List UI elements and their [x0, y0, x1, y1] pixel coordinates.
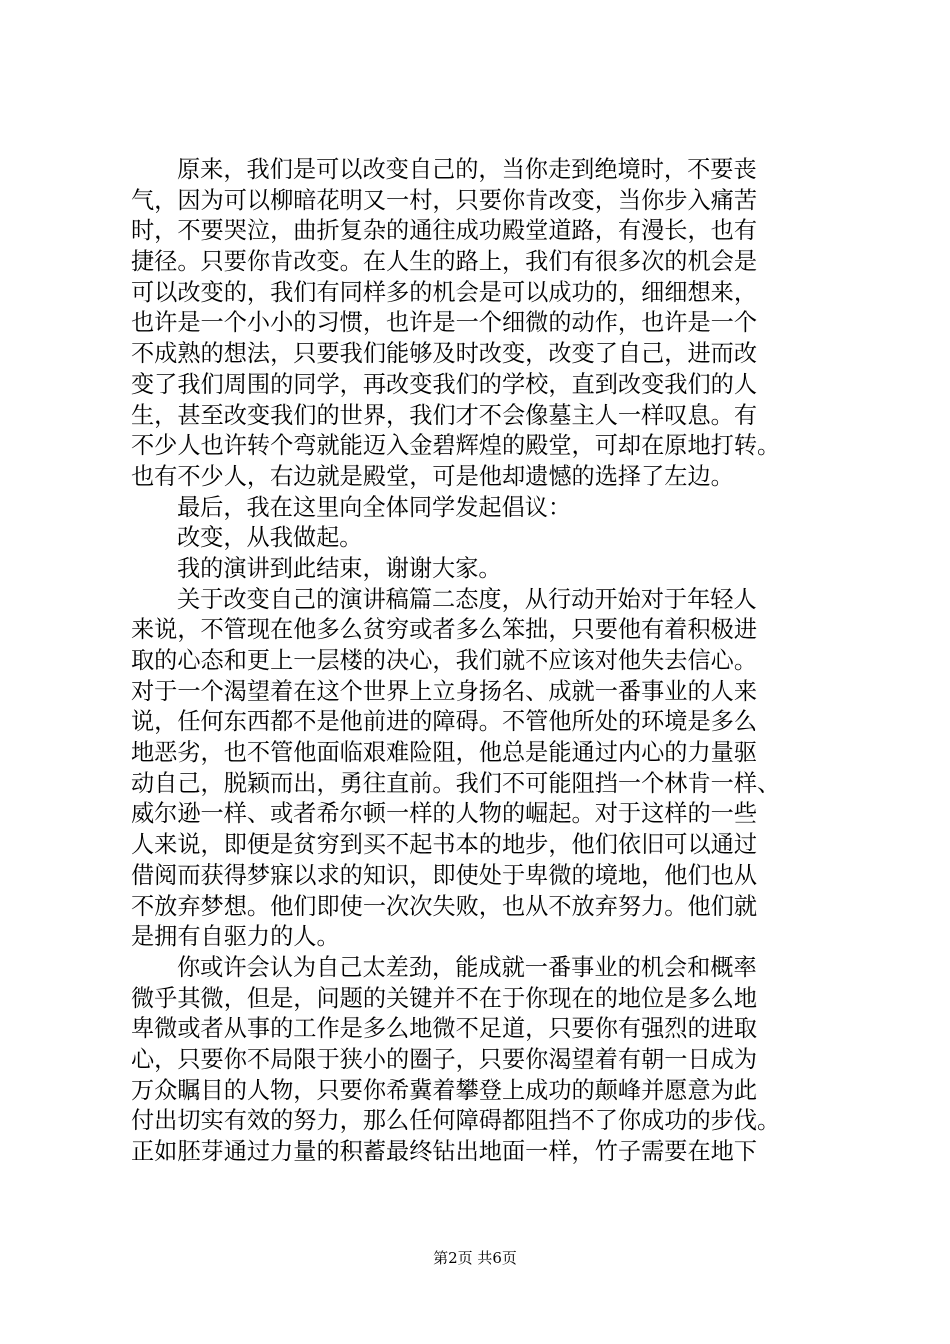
text-line: 你或许会认为自己太差劲，能成就一番事业的机会和概率 — [177, 953, 757, 981]
page-number-footer: 第2页 共6页 — [433, 1249, 517, 1267]
text-line: 微乎其微，但是，问题的关键并不在于你现在的地位是多么地 — [131, 984, 758, 1012]
text-line: 也有不少人，右边就是殿堂，可是他却遗憾的选择了左边。 — [131, 462, 734, 490]
text-line: 原来，我们是可以改变自己的，当你走到绝境时，不要丧 — [177, 156, 757, 183]
text-line: 最后，我在这里向全体同学发起倡议： — [177, 493, 572, 521]
text-line: 来说，不管现在他多么贫穷或者多么笨拙，只要他有着积极进 — [131, 616, 758, 644]
text-line: 心，只要你不局限于狭小的圈子，只要你渴望着有朝一日成为 — [131, 1045, 758, 1073]
text-line: 取的心态和更上一层楼的决心，我们就不应该对他失去信心。 — [131, 647, 758, 674]
text-line: 不成熟的想法，只要我们能够及时改变，改变了自己，进而改 — [131, 340, 758, 368]
text-line: 地恶劣，也不管他面临艰难险阻，他总是能通过内心的力量驱 — [131, 739, 758, 767]
text-line: 我的演讲到此结束，谢谢大家。 — [177, 554, 502, 582]
text-line: 可以改变的，我们有同样多的机会是可以成功的，细细想来， — [131, 278, 758, 306]
text-line: 时，不要哭泣，曲折复杂的通往成功殿堂道路，有漫长，也有 — [131, 217, 758, 245]
text-line: 改变，从我做起。 — [177, 524, 363, 552]
text-line: 变了我们周围的同学，再改变我们的学校，直到改变我们的人 — [131, 370, 758, 398]
text-line: 气，因为可以柳暗花明又一村，只要你肯改变，当你步入痛苦 — [131, 186, 758, 214]
text-line: 关于改变自己的演讲稿篇二态度，从行动开始对于年轻人 — [177, 585, 757, 613]
text-line: 借阅而获得梦寐以求的知识，即使处于卑微的境地，他们也从 — [131, 861, 758, 889]
text-line: 对于一个渴望着在这个世界上立身扬名、成就一番事业的人来 — [131, 677, 758, 705]
text-line: 不少人也许转个弯就能迈入金碧辉煌的殿堂，可却在原地打转。 — [131, 432, 781, 460]
text-line: 是拥有自驱力的人。 — [131, 923, 340, 951]
text-line: 也许是一个小小的习惯，也许是一个细微的动作，也许是一个 — [131, 309, 758, 337]
text-line: 人来说，即便是贫穷到买不起书本的地步，他们依旧可以通过 — [131, 831, 758, 859]
text-line: 万众瞩目的人物，只要你希冀着攀登上成功的颠峰并愿意为此 — [131, 1076, 758, 1104]
text-line: 卑微或者从事的工作是多么地微不足道，只要你有强烈的进取 — [131, 1015, 758, 1043]
text-line: 不放弃梦想。他们即使一次次失败，也从不放弃努力。他们就 — [131, 892, 758, 920]
text-line: 付出切实有效的努力，那么任何障碍都阻挡不了你成功的步伐。 — [131, 1107, 781, 1135]
body-text — [131, 155, 831, 1168]
text-line: 捷径。只要你肯改变。在人生的路上，我们有很多次的机会是 — [131, 248, 758, 276]
text-line: 威尔逊一样、或者希尔顿一样的人物的崛起。对于这样的一些 — [131, 800, 758, 828]
text-line: 动自己，脱颖而出，勇往直前。我们不可能阻挡一个林肯一样、 — [131, 769, 781, 797]
text-line: 正如胚芽通过力量的积蓄最终钻出地面一样，竹子需要在地下 — [131, 1138, 758, 1165]
text-line: 说，任何东西都不是他前进的障碍。不管他所处的环境是多么 — [131, 708, 758, 736]
text-line: 生，甚至改变我们的世界，我们才不会像墓主人一样叹息。有 — [131, 401, 758, 429]
